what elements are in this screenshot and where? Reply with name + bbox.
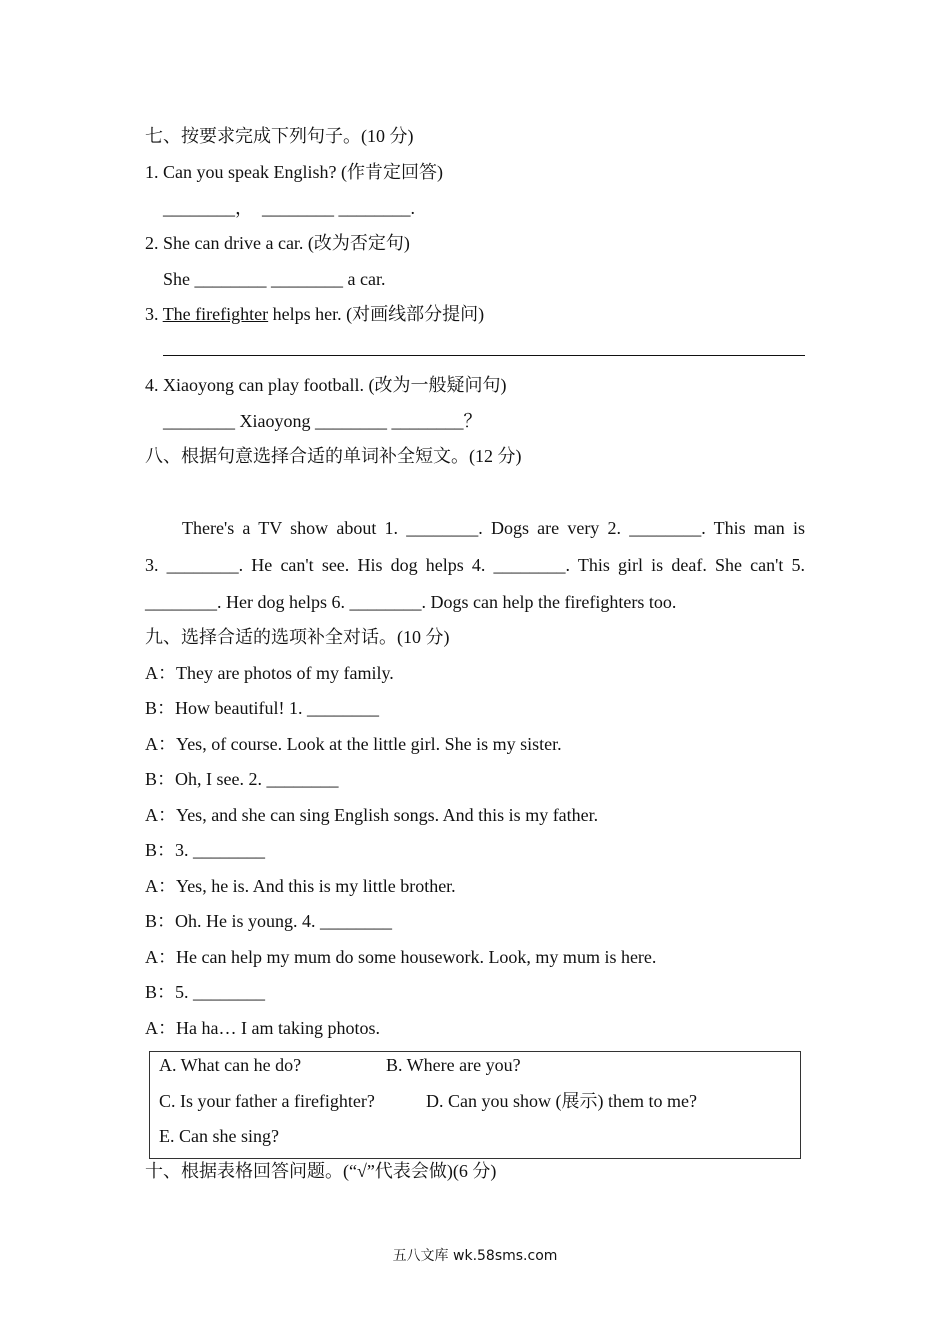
question-7-4: 4. Xiaoyong can play football. (改为一般疑问句) (145, 375, 507, 395)
dialogue-line: B：How beautiful! 1. ________ (145, 698, 379, 718)
section-9-title: 九、选择合适的选项补全对话。(10 分) (145, 627, 450, 647)
question-7-3-rest: helps her. (对画线部分提问) (268, 304, 485, 324)
answer-line-7-3 (163, 355, 805, 356)
option-a: A. What can he do? (159, 1055, 302, 1075)
question-7-1: 1. Can you speak English? (作肯定回答) (145, 162, 443, 182)
dialogue-line: A：They are photos of my family. (145, 663, 394, 683)
dialogue-line: B：3. ________ (145, 840, 266, 860)
dialogue-line: A：Yes, and she can sing English songs. And this is my father. (145, 805, 599, 825)
question-7-3: 3. The firefighter helps her. (对画线部分提问) (145, 304, 485, 324)
dialogue-line: A：Ha ha… I am taking photos. (145, 1018, 380, 1038)
option-d: D. Can you show (展示) them to me? (426, 1091, 697, 1111)
footer-watermark: 五八文库 wk.58sms.com (392, 1248, 558, 1264)
dialogue-line: B：Oh. He is young. 4. ________ (145, 911, 392, 931)
section-7-title: 七、按要求完成下列句子。(10 分) (145, 126, 414, 146)
dialogue-line: B：5. ________ (145, 982, 266, 1002)
question-7-2: 2. She can drive a car. (改为否定句) (145, 233, 410, 253)
option-c: C. Is your father a firefighter? (159, 1091, 375, 1111)
dialogue-line: A：Yes, of course. Look at the little girl. She is my sister. (145, 734, 562, 754)
option-b: B. Where are you? (386, 1055, 521, 1075)
answer-blank-7-4: ________ Xiaoyong ________ ________？ (163, 411, 482, 431)
answer-blank-7-1: ________， ________ ________. (163, 198, 415, 218)
dialogue-line: A：Yes, he is. And this is my little brother. (145, 876, 456, 896)
section-8-title: 八、根据句意选择合适的单词补全短文。(12 分) (145, 446, 522, 466)
underlined-phrase: The firefighter (162, 304, 269, 324)
dialogue-line: A：He can help my mum do some housework. Look, my mum is here. (145, 947, 657, 967)
dialogue-line: B：Oh, I see. 2. ________ (145, 769, 339, 789)
option-e: E. Can she sing? (159, 1126, 279, 1146)
answer-blank-7-2: She ________ ________ a car. (163, 269, 386, 289)
passage-line-1: There's a TV show about 1. ________. Dogs are very 2. ________. This man is (182, 518, 805, 538)
passage-line-2: 3. ________. He can't see. His dog helps 4. ________. This girl is deaf. She can't 5. (145, 555, 805, 575)
passage-line-3: ________. Her dog helps 6. ________. Dogs can help the firefighters too. (145, 592, 677, 612)
options-box (149, 1051, 801, 1159)
section-10-title: 十、根据表格回答问题。(“√”代表会做)(6 分) (145, 1161, 497, 1181)
